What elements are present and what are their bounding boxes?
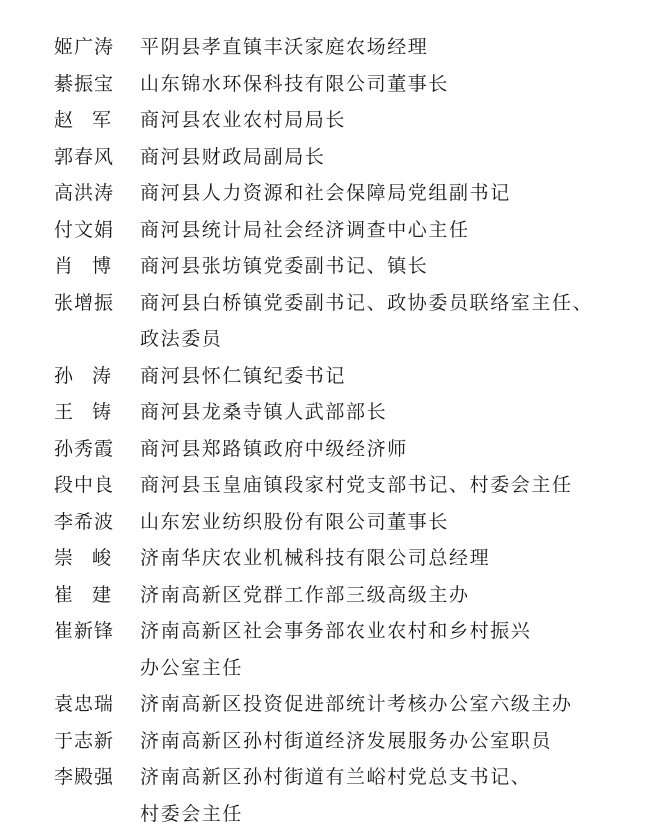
- member-title-line: 济南高新区孙村街道有兰峪村党总支书记、: [140, 766, 532, 788]
- member-title-line: 商河县怀仁镇纪委书记: [140, 364, 347, 387]
- member-title-line: 商河县白桥镇党委副书记、政协委员联络室主任、: [140, 291, 594, 314]
- member-entry: [54, 431, 614, 468]
- member-title-line: 平阴县孝直镇丰沃家庭农场经理: [140, 36, 429, 58]
- member-entry: [54, 394, 614, 431]
- member-entry: [54, 358, 614, 395]
- member-name: 段中良: [54, 474, 115, 496]
- member-entry: [54, 102, 614, 139]
- member-title-line: 村委会主任: [140, 802, 244, 825]
- member-entry: [54, 540, 614, 577]
- member-name: 姬广涛: [54, 36, 115, 58]
- member-title-line: 商河县玉皇庙镇段家村党支部书记、村委会主任: [140, 474, 573, 496]
- member-entry: [54, 467, 614, 504]
- member-entry: [54, 723, 614, 760]
- member-title-line: 山东宏业纺织股份有限公司董事长: [140, 510, 450, 533]
- member-title-line: 商河县财政局副局长: [140, 145, 326, 168]
- member-title-line: 商河县人力资源和社会保障局党组副书记: [140, 182, 511, 204]
- member-name: 崇峻: [54, 547, 131, 569]
- member-title-line: 商河县农业农村局局长: [140, 109, 347, 131]
- member-entry: [54, 686, 614, 723]
- member-name: 崔建: [54, 583, 131, 606]
- member-name: 郭春风: [54, 145, 115, 168]
- member-name: 王铸: [54, 401, 131, 423]
- member-name: 李殿强: [54, 766, 115, 788]
- member-name: 綦振宝: [54, 72, 115, 95]
- member-entry: [54, 139, 614, 176]
- member-name: 付文娟: [54, 218, 115, 241]
- member-name: 孙涛: [54, 364, 131, 387]
- member-title-line: 济南高新区投资促进部统计考核办公室六级主办: [140, 693, 573, 715]
- member-name: 于志新: [54, 729, 115, 752]
- member-entry: [54, 285, 614, 358]
- member-name: 赵军: [54, 109, 131, 131]
- member-title-line: 济南高新区党群工作部三级高级主办: [140, 583, 470, 606]
- member-title-line: 商河县张坊镇党委副书记、镇长: [140, 255, 429, 277]
- member-name: 孙秀霞: [54, 437, 115, 460]
- member-title-line: 商河县统计局社会经济调查中心主任: [140, 218, 470, 241]
- member-title-line: 商河县郑路镇政府中级经济师: [140, 437, 408, 460]
- member-title-line: 济南华庆农业机械科技有限公司总经理: [140, 547, 491, 569]
- member-entry: [54, 66, 614, 103]
- member-title-line: 山东锦水环保科技有限公司董事长: [140, 72, 450, 95]
- member-title-line: 济南高新区社会事务部农业农村和乡村振兴: [140, 620, 532, 642]
- member-name: 袁忠瑞: [54, 693, 115, 715]
- member-entry: [54, 577, 614, 614]
- member-entry: [54, 613, 614, 686]
- member-entry: [54, 29, 614, 66]
- member-entry: [54, 212, 614, 249]
- member-entry: [54, 504, 614, 541]
- member-title-line: 济南高新区孙村街道经济发展服务办公室职员: [140, 729, 553, 752]
- member-name: 高洪涛: [54, 182, 115, 204]
- member-title-line: 政法委员: [140, 328, 223, 350]
- member-name: 肖博: [54, 255, 131, 277]
- member-entry: [54, 248, 614, 285]
- member-entry: [54, 759, 614, 832]
- member-title-line: 商河县龙桑寺镇人武部部长: [140, 401, 388, 423]
- member-name: 李希波: [54, 510, 115, 533]
- member-name: 张增振: [54, 291, 115, 314]
- member-name: 崔新锋: [54, 620, 115, 642]
- member-list: [0, 29, 670, 832]
- member-entry: [54, 175, 614, 212]
- member-title-line: 办公室主任: [140, 656, 244, 679]
